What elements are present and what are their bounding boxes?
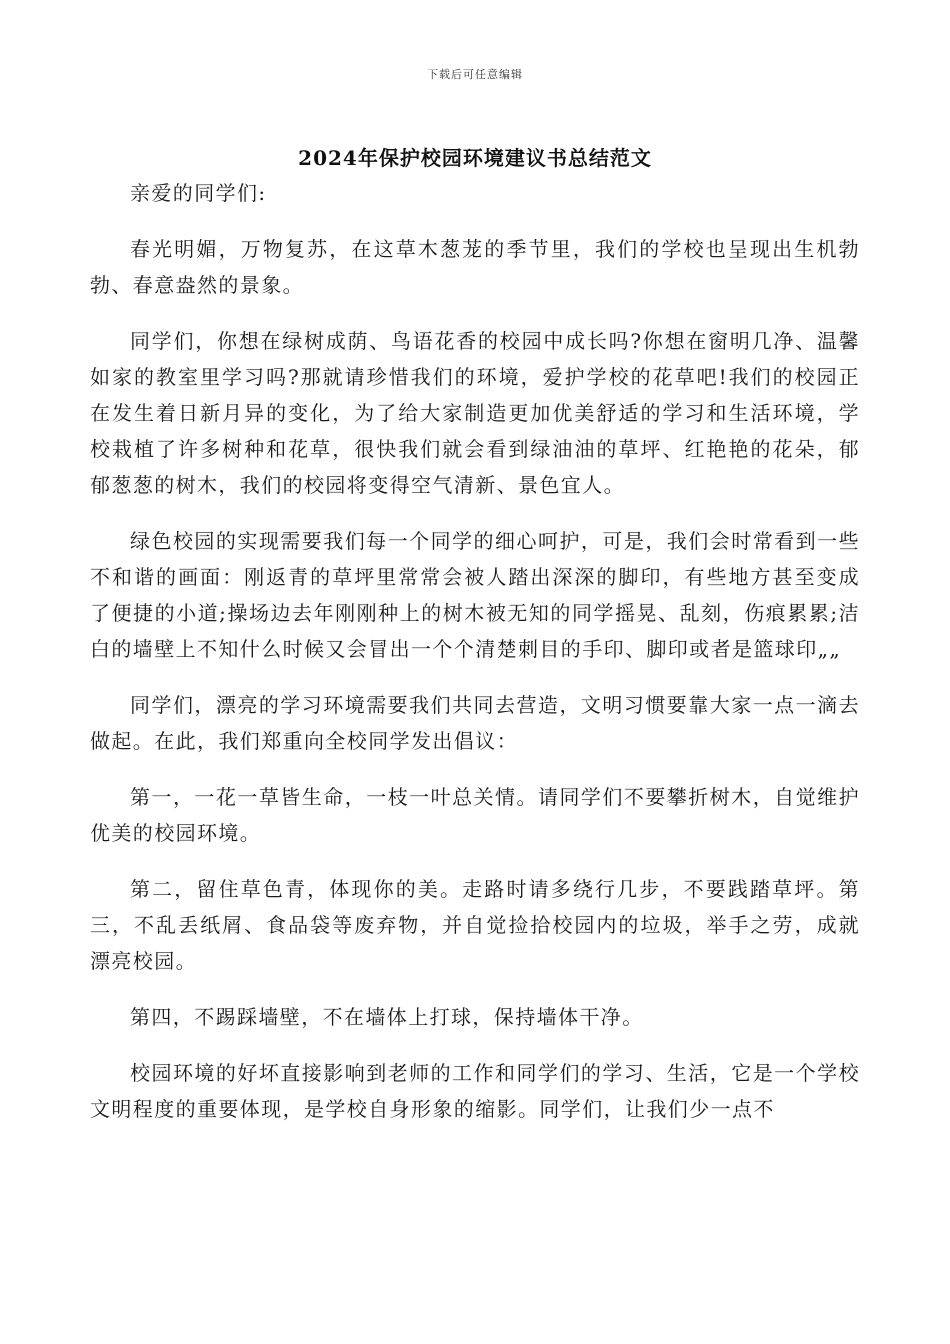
paragraph: 同学们，你想在绿树成荫、鸟语花香的校园中成长吗?你想在窗明几净、温馨如家的教室里学习吗?那就请珍惜我们的环境，爱护学校的花草吧!我们的校园正在发生着日新月异的变化，为了给大家制造更加优美舒适的学习和生活环境，学校栽植了许多树种和花草，很快我们就会看到绿油油的草坪、红艳艳的花朵，郁郁葱葱的树木，我们的校园将变得空气清新、景色宜人。 bbox=[90, 329, 860, 497]
paragraph: 第四，不踢踩墙壁，不在墙体上打球，保持墙体干净。 bbox=[130, 1005, 644, 1029]
salutation: 亲爱的同学们: bbox=[130, 181, 267, 205]
header-note: 下载后可任意编辑 bbox=[427, 68, 523, 81]
paragraph: 第二，留住草色青，体现你的美。走路时请多绕行几步，不要践踏草坪。第三，不乱丢纸屑、食品袋等废弃物，并自觉捡拾校园内的垃圾，举手之劳，成就漂亮校园。 bbox=[90, 877, 860, 973]
paragraph: 绿色校园的实现需要我们每一个同学的细心呵护，可是，我们会时常看到一些不和谐的画面：刚返青的草坪里常常会被人踏出深深的脚印，有些地方甚至变成了便捷的小道;操场边去年刚刚种上的树木被无知的同学摇晃、乱刻，伤痕累累;洁白的墙壁上不知什么时候又会冒出一个个清楚刺目的手印、脚印或者是篮球印„„ bbox=[90, 529, 860, 661]
paragraph: 校园环境的好坏直接影响到老师的工作和同学们的学习、生活，它是一个学校文明程度的重要体现，是学校自身形象的缩影。同学们，让我们少一点不 bbox=[90, 1061, 860, 1121]
paragraph: 第一，一花一草皆生命，一枝一叶总关情。请同学们不要攀折树木，自觉维护优美的校园环境。 bbox=[90, 785, 860, 845]
document-body bbox=[90, 175, 860, 1147]
paragraph: 春光明媚，万物复苏，在这草木葱茏的季节里，我们的学校也呈现出生机勃勃、春意盎然的景象。 bbox=[90, 237, 860, 297]
paragraph: 同学们，漂亮的学习环境需要我们共同去营造，文明习惯要靠大家一点一滴去做起。在此，我们郑重向全校同学发出倡议： bbox=[90, 693, 860, 753]
page-title: 2024年保护校园环境建议书总结范文 bbox=[298, 146, 652, 170]
